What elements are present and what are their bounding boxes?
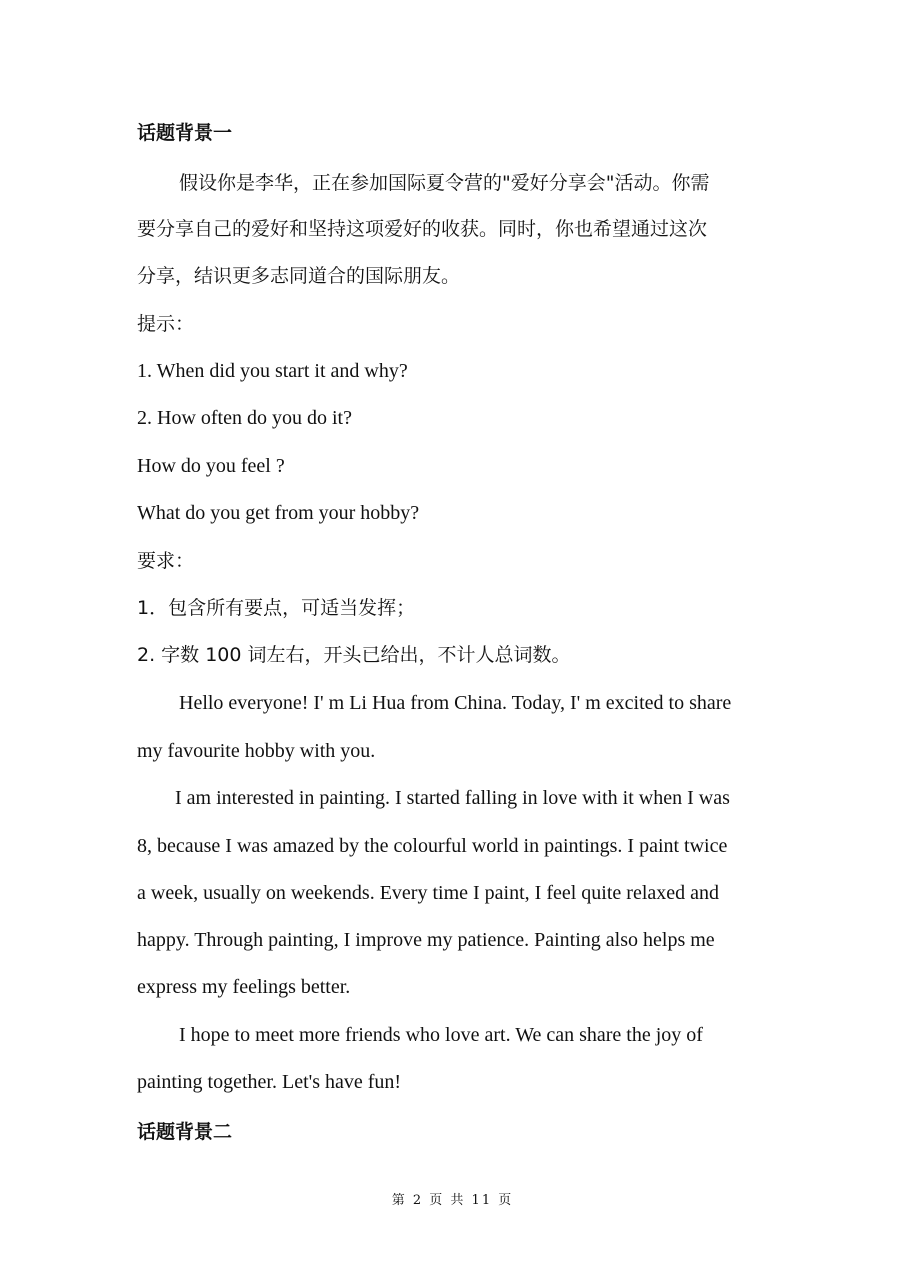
essay-para2-line-5: express my feelings better.	[137, 976, 351, 998]
topic1-heading: 话题背景一	[137, 122, 233, 144]
hint-1: 1. When did you start it and why?	[137, 360, 408, 382]
essay-para1-line-1: Hello everyone! I' m Li Hua from China. Today, I' m excited to share	[179, 692, 732, 714]
hint-2: 2. How often do you do it?	[137, 407, 352, 429]
background-line-2: 要分享自己的爱好和坚持这项爱好的收获。同时，你也希望通过这次	[137, 218, 708, 240]
page-number-footer: 第 2 页 共 11 页	[391, 1193, 514, 1208]
requirement-2: 2. 字数 100 词左右，开头已给出，不计人总词数。	[137, 644, 571, 666]
essay-para3-line-1: I hope to meet more friends who love art. We can share the joy of	[179, 1024, 703, 1046]
essay-para1-line-2: my favourite hobby with you.	[137, 740, 376, 762]
essay-para3-line-2: painting together. Let's have fun!	[137, 1071, 402, 1093]
background-line-1: 假设你是李华，正在参加国际夏令营的"爱好分享会"活动。你需	[179, 172, 710, 194]
background-line-3: 分享，结识更多志同道合的国际朋友。	[137, 265, 461, 287]
requirements-label: 要求：	[137, 550, 195, 572]
essay-para2-line-3: a week, usually on weekends. Every time I paint, I feel quite relaxed and	[137, 882, 720, 904]
essay-para2-line-2: 8, because I was amazed by the colourful world in paintings. I paint twice	[137, 835, 728, 857]
hints-label: 提示：	[137, 313, 195, 335]
requirement-1: 1．包含所有要点，可适当发挥；	[137, 597, 416, 619]
essay-para2-line-1: I am interested in painting. I started falling in love with it when I was	[175, 787, 730, 809]
hint-3: How do you feel ?	[137, 455, 285, 477]
hint-4: What do you get from your hobby?	[137, 502, 420, 524]
essay-para2-line-4: happy. Through painting, I improve my patience. Painting also helps me	[137, 929, 715, 951]
topic2-heading: 话题背景二	[137, 1121, 233, 1143]
